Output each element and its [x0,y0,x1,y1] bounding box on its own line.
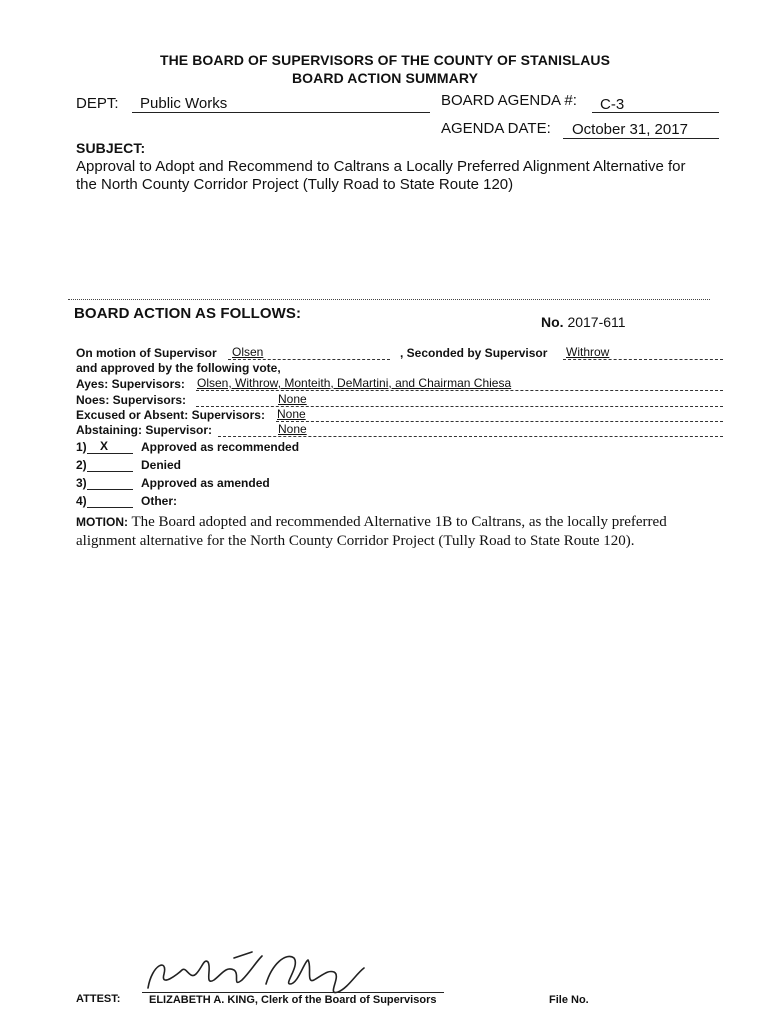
motion-text-line-1: The Board adopted and recommended Alternative 1B to Caltrans, as the locally preferred [131,514,667,530]
motion-label: On motion of Supervisor [76,346,217,360]
option-4-number: 4) [76,494,87,508]
seconded-supervisor: Withrow [566,345,610,359]
ayes-dashline [196,390,723,391]
header-subtitle: BOARD ACTION SUMMARY [291,70,479,86]
agenda-date-label: AGENDA DATE: [441,120,551,137]
option-3-blank [87,489,133,490]
dept-underline [132,112,430,113]
option-1-number: 1) [76,440,87,454]
seconded-dashline [563,359,723,360]
option-3-number: 3) [76,476,87,490]
noes-label: Noes: Supervisors: [76,393,187,407]
seconded-label: , Seconded by Supervisor [400,346,548,360]
excused-value: None [277,407,306,421]
option-4-blank [87,507,133,508]
option-1-label: Approved as recommended [141,440,300,454]
section-divider [68,299,710,300]
noes-dashline [196,406,723,407]
option-4-label: Other: [141,494,177,508]
option-1-blank [87,453,133,454]
agenda-number-label: BOARD AGENDA #: [441,92,577,109]
motion-supervisor: Olsen [232,345,264,359]
excused-label: Excused or Absent: Supervisors: [76,408,265,422]
abstaining-value: None [278,422,307,436]
motion-dashline [228,359,390,360]
ayes-value: Olsen, Withrow, Monteith, DeMartini, and Chairman Chiesa [197,376,512,390]
header-title: THE BOARD OF SUPERVISORS OF THE COUNTY OF STANISLAUS [159,52,611,68]
dept-value: Public Works [140,95,228,112]
ayes-label: Ayes: Supervisors: [76,377,185,391]
agenda-number-underline [592,112,719,113]
action-number-label: No. [541,314,564,330]
excused-dashline [276,421,723,422]
motion-text-line-2: alignment alternative for the North County Corridor Project (Tully Road to State Route 120). [76,533,635,549]
option-1-mark: X [100,439,109,453]
motion-paragraph [76,513,716,551]
action-number-value: 2017-611 [567,314,626,330]
action-number [541,314,626,330]
agenda-date-value: October 31, 2017 [572,121,688,138]
attest-label: ATTEST: [76,993,121,1005]
motion-text-label: MOTION: [76,515,128,529]
subject-line-2: the North County Corridor Project (Tully Road to State Route 120) [76,176,514,193]
agenda-date-underline [563,138,719,139]
option-2-label: Denied [141,458,182,472]
abstaining-dashline [218,436,723,437]
approved-vote-line: and approved by the following vote, [76,361,281,375]
agenda-number-value: C-3 [600,96,625,113]
signature-line [142,992,444,993]
file-number-label: File No. [549,994,589,1006]
abstaining-label: Abstaining: Supervisor: [76,423,213,437]
board-action-title: BOARD ACTION AS FOLLOWS: [74,305,302,322]
option-3-label: Approved as amended [141,476,270,490]
noes-value: None [278,392,307,406]
dept-label: DEPT: [76,95,119,112]
clerk-name: ELIZABETH A. KING, Clerk of the Board of Supervisors [149,994,437,1006]
subject-label: SUBJECT: [76,140,146,156]
subject-line-1: Approval to Adopt and Recommend to Caltrans a Locally Preferred Alignment Alternative for [76,158,686,175]
option-2-number: 2) [76,458,87,472]
option-2-blank [87,471,133,472]
